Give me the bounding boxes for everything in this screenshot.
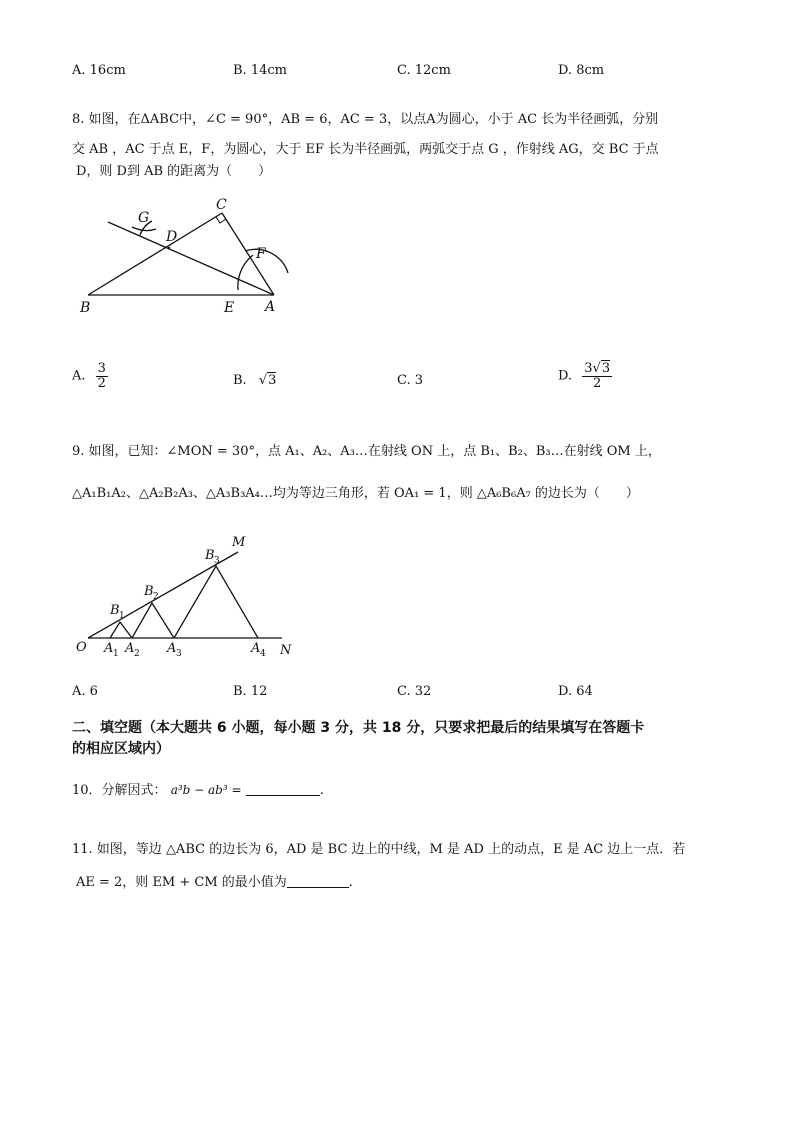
q11-line2-prefix: AE = 2，则 EM + CM 的最小值为 bbox=[76, 875, 287, 890]
label-o: O bbox=[76, 640, 87, 655]
q9-option-a[interactable]: A. 6 bbox=[72, 684, 98, 699]
label-m: M bbox=[232, 535, 246, 550]
q8-stem-line1: 8. 如图，在ΔABC中，∠C = 90°，AB = 6，AC = 3，以点A为圆心，小于 AC 长为半径画弧，分别 bbox=[72, 112, 659, 127]
label-b2-sub: 2 bbox=[153, 592, 159, 602]
segment-bc bbox=[88, 213, 222, 295]
label-a4: A bbox=[251, 641, 261, 656]
segment-ca bbox=[222, 213, 274, 295]
triangle-a3b3a4 bbox=[174, 566, 258, 638]
q8-option-d-fraction bbox=[582, 362, 612, 390]
sqrt-sign-icon: √ bbox=[592, 361, 601, 376]
triangle-a1b1a2 bbox=[110, 622, 132, 638]
fraction-numerator: 3 bbox=[97, 361, 106, 376]
q8-option-c[interactable]: C. 3 bbox=[397, 373, 424, 388]
q9-stem-line1: 9. 如图，已知：∠MON = 30°，点 A₁、A₂、A₃…在射线 ON 上，点 B₁、B₂、B₃…在射线 OM 上， bbox=[72, 444, 661, 459]
q9-triangles-figure bbox=[70, 530, 310, 660]
q8-option-b-prefix: B. bbox=[233, 373, 247, 388]
q7-option-b[interactable]: B. 14cm bbox=[233, 63, 287, 78]
q8-stem-line2: 交 AB ，AC 于点 E，F，为圆心，大于 EF 长为半径画弧，两弧交于点 G ，作射线 AG，交 BC 于点 bbox=[72, 142, 659, 157]
radicand: 3 bbox=[601, 361, 611, 376]
coefficient: 3 bbox=[584, 361, 593, 376]
label-b2: B bbox=[144, 584, 154, 599]
fraction-denominator: 2 bbox=[97, 375, 106, 391]
label-a1-sub: 1 bbox=[113, 649, 119, 659]
section2-heading-line2: 的相应区域内） bbox=[72, 741, 170, 757]
label-d: D bbox=[166, 229, 178, 245]
q11-answer-blank[interactable] bbox=[287, 874, 349, 888]
label-a4-sub: 4 bbox=[260, 649, 266, 659]
q8-option-b-radicand: 3 bbox=[268, 373, 277, 388]
q9-option-b[interactable]: B. 12 bbox=[233, 684, 268, 699]
q8-option-d[interactable] bbox=[558, 362, 612, 390]
q8-stem-line3: D，则 D到 AB 的距离为（ ） bbox=[76, 164, 272, 179]
label-a2-sub: 2 bbox=[134, 649, 140, 659]
label-b3: B bbox=[205, 548, 215, 563]
q10-expression: a³b − ab³ = bbox=[170, 783, 242, 797]
q7-option-d[interactable]: D. 8cm bbox=[558, 63, 605, 78]
q9-option-c[interactable]: C. 32 bbox=[397, 684, 432, 699]
q8-triangle-figure bbox=[70, 195, 300, 320]
q11-stem-line1: 11. 如图，等边 △ABC 的边长为 6，AD 是 BC 边上的中线，M 是 AD 上的动点，E 是 AC 边上一点．若 bbox=[72, 842, 686, 857]
label-a1: A bbox=[104, 641, 114, 656]
label-b1: B bbox=[110, 603, 120, 618]
label-f: F bbox=[256, 246, 266, 262]
q10-prefix: 10．分解因式： bbox=[72, 783, 167, 798]
q8-option-a[interactable] bbox=[72, 362, 108, 390]
q9-option-d[interactable]: D. 64 bbox=[558, 684, 593, 699]
q11-suffix: . bbox=[348, 875, 353, 890]
label-b1-sub: 1 bbox=[119, 611, 125, 621]
label-b: B bbox=[80, 300, 91, 316]
q8-option-a-fraction bbox=[96, 362, 108, 390]
sqrt-sign-icon: √ bbox=[258, 373, 268, 388]
label-a2: A bbox=[125, 641, 135, 656]
q7-option-a[interactable]: A. 16cm bbox=[72, 63, 126, 78]
label-n: N bbox=[280, 643, 292, 658]
q11-stem-line2 bbox=[76, 871, 353, 890]
q8-option-d-prefix: D. bbox=[558, 368, 573, 384]
label-g: G bbox=[138, 210, 150, 226]
triangle-a2b2a3 bbox=[132, 603, 174, 638]
q9-stem-line2: △A₁B₁A₂、△A₂B₂A₃、△A₃B₃A₄…均为等边三角形，若 OA₁ = 1，则 △A₆B₆A₇ 的边长为（ ） bbox=[72, 486, 639, 501]
label-c: C bbox=[216, 197, 227, 213]
q8-option-b[interactable] bbox=[233, 373, 276, 388]
arc-f bbox=[245, 249, 288, 273]
q10-line bbox=[72, 779, 324, 798]
q8-option-a-prefix: A. bbox=[72, 368, 86, 384]
section2-heading-line1: 二、填空题（本大题共 6 小题，每小题 3 分，共 18 分，只要求把最后的结果填写在答题卡 bbox=[72, 720, 645, 736]
q10-answer-blank[interactable] bbox=[246, 782, 320, 796]
label-e: E bbox=[224, 300, 235, 316]
q10-suffix: . bbox=[319, 783, 324, 798]
label-a3: A bbox=[167, 641, 177, 656]
fraction-numerator bbox=[582, 362, 612, 377]
fraction-denominator: 2 bbox=[593, 375, 602, 391]
point-d bbox=[168, 247, 170, 249]
label-a: A bbox=[265, 299, 276, 315]
label-a3-sub: 3 bbox=[176, 649, 182, 659]
label-b3-sub: 3 bbox=[214, 556, 220, 566]
q7-option-c[interactable]: C. 12cm bbox=[397, 63, 451, 78]
